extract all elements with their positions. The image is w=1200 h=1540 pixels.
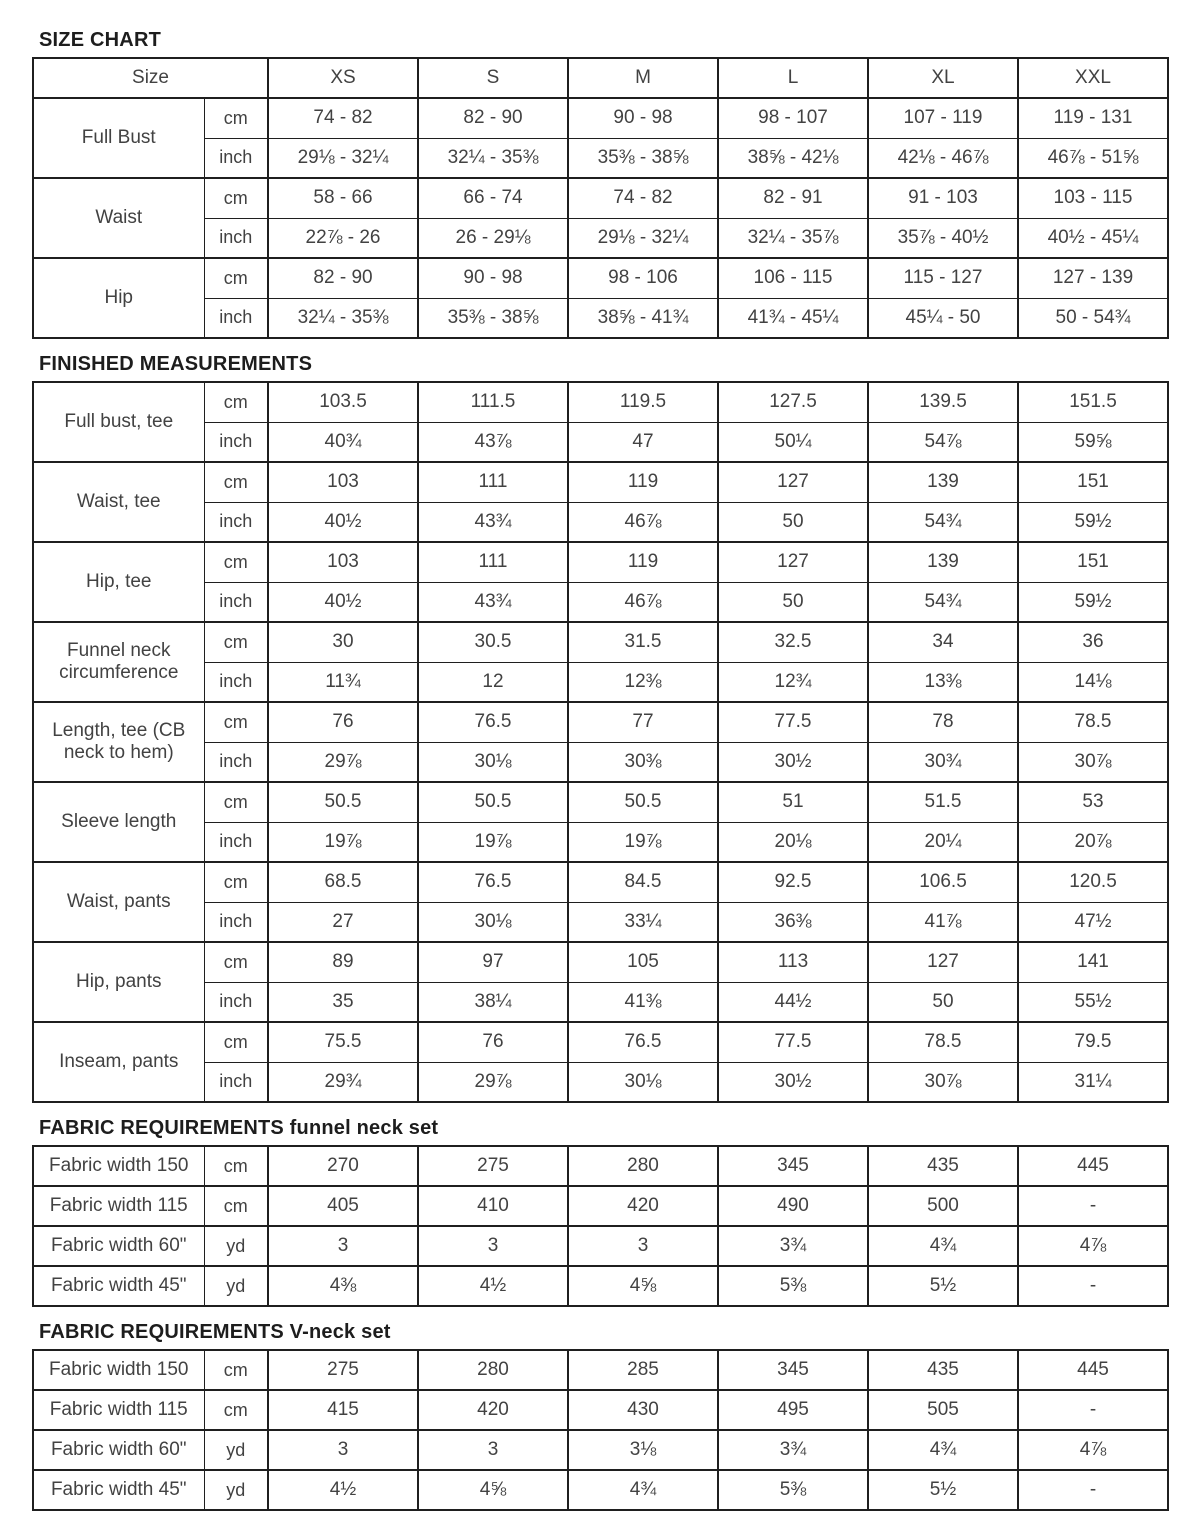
value-cell: 5½	[868, 1266, 1018, 1306]
value-cell: 3	[568, 1226, 718, 1266]
row-label-cell: Fabric width 60"	[33, 1430, 204, 1470]
value-cell: 36⅜	[718, 902, 868, 942]
value-cell: 78.5	[868, 1022, 1018, 1062]
value-cell: 59½	[1018, 582, 1168, 622]
value-cell: 34	[868, 622, 1018, 662]
value-cell: 30⅛	[418, 742, 568, 782]
value-cell: 20¼	[868, 822, 1018, 862]
unit-cell: cm	[204, 1146, 268, 1186]
table-row	[33, 298, 1168, 338]
value-cell: 41⅞	[868, 902, 1018, 942]
value-cell: 41⅜	[568, 982, 718, 1022]
value-cell: 77	[568, 702, 718, 742]
value-cell: 30⅞	[868, 1062, 1018, 1102]
table-row	[33, 662, 1168, 702]
table-row	[33, 98, 1168, 138]
row-label-cell: Fabric width 45"	[33, 1470, 204, 1510]
value-cell: 139	[868, 462, 1018, 502]
value-cell: -	[1018, 1266, 1168, 1306]
value-cell: 119 - 131	[1018, 98, 1168, 138]
value-cell: 3	[268, 1430, 418, 1470]
value-cell: 46⅞	[568, 502, 718, 542]
value-cell: 490	[718, 1186, 868, 1226]
unit-cell: inch	[204, 822, 268, 862]
value-cell: 13⅜	[868, 662, 1018, 702]
column-header-cell-l: L	[718, 58, 868, 98]
value-cell: 76	[268, 702, 418, 742]
value-cell: 30.5	[418, 622, 568, 662]
value-cell: 4¾	[868, 1226, 1018, 1266]
unit-cell: inch	[204, 742, 268, 782]
unit-cell: cm	[204, 462, 268, 502]
value-cell: 42⅛ - 46⅞	[868, 138, 1018, 178]
table-row	[33, 1470, 1168, 1510]
value-cell: 103	[268, 462, 418, 502]
value-cell: 50	[718, 582, 868, 622]
value-cell: 103	[268, 542, 418, 582]
value-cell: 32¼ - 35⅞	[718, 218, 868, 258]
value-cell: 345	[718, 1146, 868, 1186]
unit-cell: cm	[204, 1186, 268, 1226]
value-cell: 68.5	[268, 862, 418, 902]
table-row	[33, 178, 1168, 218]
value-cell: 51	[718, 782, 868, 822]
value-cell: 54¾	[868, 582, 1018, 622]
column-header-cell-xxl: XXL	[1018, 58, 1168, 98]
value-cell: 113	[718, 942, 868, 982]
value-cell: 106 - 115	[718, 258, 868, 298]
unit-cell: inch	[204, 298, 268, 338]
value-cell: 405	[268, 1186, 418, 1226]
unit-cell: cm	[204, 1022, 268, 1062]
row-label-cell: Fabric width 60"	[33, 1226, 204, 1266]
value-cell: 3⅛	[568, 1430, 718, 1470]
unit-cell: inch	[204, 1062, 268, 1102]
value-cell: 29⅞	[418, 1062, 568, 1102]
row-label-cell: Fabric width 45"	[33, 1266, 204, 1306]
value-cell: 97	[418, 942, 568, 982]
value-cell: 435	[868, 1146, 1018, 1186]
unit-cell: cm	[204, 942, 268, 982]
size-header-row	[33, 58, 1168, 98]
table-row	[33, 138, 1168, 178]
value-cell: 47	[568, 422, 718, 462]
value-cell: 50 - 54¾	[1018, 298, 1168, 338]
value-cell: 38⅝ - 42⅛	[718, 138, 868, 178]
value-cell: 22⅞ - 26	[268, 218, 418, 258]
unit-cell: cm	[204, 98, 268, 138]
value-cell: 19⅞	[568, 822, 718, 862]
value-cell: 82 - 90	[418, 98, 568, 138]
table-row	[33, 502, 1168, 542]
unit-cell: cm	[204, 1390, 268, 1430]
table-row	[33, 1430, 1168, 1470]
value-cell: 12	[418, 662, 568, 702]
value-cell: 46⅞ - 51⅝	[1018, 138, 1168, 178]
table-row	[33, 942, 1168, 982]
table-row	[33, 822, 1168, 862]
value-cell: 505	[868, 1390, 1018, 1430]
table-row	[33, 1146, 1168, 1186]
value-cell: 32¼ - 35⅜	[418, 138, 568, 178]
value-cell: 54⅞	[868, 422, 1018, 462]
unit-cell: cm	[204, 782, 268, 822]
value-cell: 50	[718, 502, 868, 542]
table-row	[33, 862, 1168, 902]
table-row	[33, 582, 1168, 622]
fabric-requirements-funnel-title: FABRIC REQUIREMENTS funnel neck set	[39, 1117, 439, 1139]
value-cell: 12¾	[718, 662, 868, 702]
value-cell: 127.5	[718, 382, 868, 422]
table-row	[33, 902, 1168, 942]
table-row	[33, 742, 1168, 782]
value-cell: 43¾	[418, 502, 568, 542]
value-cell: 30½	[718, 1062, 868, 1102]
value-cell: 35	[268, 982, 418, 1022]
value-cell: 3	[268, 1226, 418, 1266]
table-row	[33, 1022, 1168, 1062]
table-row	[33, 782, 1168, 822]
value-cell: 11¾	[268, 662, 418, 702]
value-cell: 420	[568, 1186, 718, 1226]
unit-cell: inch	[204, 582, 268, 622]
value-cell: 41¾ - 45¼	[718, 298, 868, 338]
column-header-cell-xl: XL	[868, 58, 1018, 98]
value-cell: 92.5	[718, 862, 868, 902]
table-row	[33, 218, 1168, 258]
value-cell: 91 - 103	[868, 178, 1018, 218]
value-cell: 19⅞	[268, 822, 418, 862]
finished-measurements-title: FINISHED MEASUREMENTS	[39, 353, 313, 375]
value-cell: 275	[268, 1350, 418, 1390]
column-header-cell-xs: XS	[268, 58, 418, 98]
table-row	[33, 382, 1168, 422]
value-cell: 20⅛	[718, 822, 868, 862]
value-cell: 29⅛ - 32¼	[268, 138, 418, 178]
unit-cell: cm	[204, 702, 268, 742]
value-cell: 30⅞	[1018, 742, 1168, 782]
value-cell: 151	[1018, 462, 1168, 502]
value-cell: -	[1018, 1470, 1168, 1510]
value-cell: 45¼ - 50	[868, 298, 1018, 338]
row-label-cell: Waist, pants	[33, 862, 204, 942]
value-cell: 115 - 127	[868, 258, 1018, 298]
value-cell: 40½	[268, 582, 418, 622]
value-cell: 5⅜	[718, 1470, 868, 1510]
row-label-cell: Fabric width 150	[33, 1350, 204, 1390]
value-cell: 76.5	[418, 702, 568, 742]
unit-cell: yd	[204, 1430, 268, 1470]
value-cell: 31¼	[1018, 1062, 1168, 1102]
size-chart-title: SIZE CHART	[39, 29, 161, 51]
row-label-cell: Full Bust	[33, 98, 204, 178]
value-cell: 59⅝	[1018, 422, 1168, 462]
value-cell: 44½	[718, 982, 868, 1022]
value-cell: 82 - 90	[268, 258, 418, 298]
value-cell: 50.5	[268, 782, 418, 822]
value-cell: 53	[1018, 782, 1168, 822]
value-cell: 4¾	[868, 1430, 1018, 1470]
unit-cell: cm	[204, 382, 268, 422]
value-cell: 4⅞	[1018, 1226, 1168, 1266]
value-cell: -	[1018, 1390, 1168, 1430]
value-cell: 98 - 106	[568, 258, 718, 298]
value-cell: 120.5	[1018, 862, 1168, 902]
value-cell: 280	[418, 1350, 568, 1390]
value-cell: 4½	[268, 1470, 418, 1510]
finished-measurements-section	[32, 353, 1169, 1103]
value-cell: 4⅜	[268, 1266, 418, 1306]
value-cell: 76.5	[568, 1022, 718, 1062]
table-row	[33, 1390, 1168, 1430]
table-row	[33, 1226, 1168, 1266]
value-cell: 30	[268, 622, 418, 662]
value-cell: 58 - 66	[268, 178, 418, 218]
value-cell: 35⅞ - 40½	[868, 218, 1018, 258]
value-cell: 50¼	[718, 422, 868, 462]
value-cell: 32¼ - 35⅜	[268, 298, 418, 338]
value-cell: 74 - 82	[268, 98, 418, 138]
size-header-cell: Size	[33, 58, 268, 98]
value-cell: 75.5	[268, 1022, 418, 1062]
value-cell: 50.5	[568, 782, 718, 822]
value-cell: 103 - 115	[1018, 178, 1168, 218]
table-row	[33, 462, 1168, 502]
row-label-cell: Full bust, tee	[33, 382, 204, 462]
value-cell: 38¼	[418, 982, 568, 1022]
unit-cell: inch	[204, 502, 268, 542]
value-cell: 4½	[418, 1266, 568, 1306]
value-cell: 127	[718, 542, 868, 582]
value-cell: 3	[418, 1430, 568, 1470]
value-cell: 50.5	[418, 782, 568, 822]
value-cell: 19⅞	[418, 822, 568, 862]
value-cell: 33¼	[568, 902, 718, 942]
column-header-cell-m: M	[568, 58, 718, 98]
value-cell: 29¾	[268, 1062, 418, 1102]
value-cell: 3	[418, 1226, 568, 1266]
row-label-cell: Hip, pants	[33, 942, 204, 1022]
value-cell: 40½ - 45¼	[1018, 218, 1168, 258]
table-row	[33, 1266, 1168, 1306]
unit-cell: cm	[204, 1350, 268, 1390]
value-cell: 4¾	[568, 1470, 718, 1510]
value-cell: 30¾	[868, 742, 1018, 782]
unit-cell: cm	[204, 622, 268, 662]
value-cell: 47½	[1018, 902, 1168, 942]
value-cell: 430	[568, 1390, 718, 1430]
value-cell: 35⅜ - 38⅝	[418, 298, 568, 338]
fabric-requirements-vneck-table	[32, 1349, 1169, 1511]
value-cell: 74 - 82	[568, 178, 718, 218]
column-header-cell-s: S	[418, 58, 568, 98]
value-cell: 27	[268, 902, 418, 942]
row-label-cell: Waist, tee	[33, 462, 204, 542]
value-cell: 30⅜	[568, 742, 718, 782]
table-row	[33, 422, 1168, 462]
value-cell: 119	[568, 462, 718, 502]
size-chart-section	[32, 29, 1169, 339]
row-label-cell: Fabric width 115	[33, 1390, 204, 1430]
value-cell: 495	[718, 1390, 868, 1430]
unit-cell: yd	[204, 1470, 268, 1510]
value-cell: 280	[568, 1146, 718, 1186]
value-cell: 43¾	[418, 582, 568, 622]
value-cell: 111	[418, 462, 568, 502]
value-cell: 119	[568, 542, 718, 582]
unit-cell: yd	[204, 1226, 268, 1266]
value-cell: 46⅞	[568, 582, 718, 622]
value-cell: 30⅛	[568, 1062, 718, 1102]
value-cell: 103.5	[268, 382, 418, 422]
value-cell: 82 - 91	[718, 178, 868, 218]
unit-cell: inch	[204, 662, 268, 702]
unit-cell: cm	[204, 862, 268, 902]
value-cell: 84.5	[568, 862, 718, 902]
unit-cell: cm	[204, 178, 268, 218]
row-label-cell: Fabric width 150	[33, 1146, 204, 1186]
table-row	[33, 1186, 1168, 1226]
value-cell: 127	[718, 462, 868, 502]
value-cell: 139	[868, 542, 1018, 582]
value-cell: 111.5	[418, 382, 568, 422]
value-cell: 36	[1018, 622, 1168, 662]
table-row	[33, 982, 1168, 1022]
value-cell: 35⅜ - 38⅝	[568, 138, 718, 178]
table-row	[33, 1350, 1168, 1390]
unit-cell: cm	[204, 542, 268, 582]
value-cell: 76.5	[418, 862, 568, 902]
value-cell: 3¾	[718, 1226, 868, 1266]
value-cell: 127	[868, 942, 1018, 982]
value-cell: 5½	[868, 1470, 1018, 1510]
unit-cell: inch	[204, 422, 268, 462]
value-cell: 345	[718, 1350, 868, 1390]
value-cell: 5⅜	[718, 1266, 868, 1306]
unit-cell: cm	[204, 258, 268, 298]
value-cell: 59½	[1018, 502, 1168, 542]
value-cell: 31.5	[568, 622, 718, 662]
value-cell: 51.5	[868, 782, 1018, 822]
value-cell: 66 - 74	[418, 178, 568, 218]
value-cell: 139.5	[868, 382, 1018, 422]
value-cell: 98 - 107	[718, 98, 868, 138]
row-label-cell: Hip	[33, 258, 204, 338]
value-cell: 119.5	[568, 382, 718, 422]
value-cell: 420	[418, 1390, 568, 1430]
value-cell: 38⅝ - 41¾	[568, 298, 718, 338]
value-cell: 500	[868, 1186, 1018, 1226]
value-cell: 40¾	[268, 422, 418, 462]
value-cell: 415	[268, 1390, 418, 1430]
row-label-cell: Hip, tee	[33, 542, 204, 622]
value-cell: 30⅛	[418, 902, 568, 942]
value-cell: 410	[418, 1186, 568, 1226]
value-cell: 151	[1018, 542, 1168, 582]
table-row	[33, 542, 1168, 582]
fabric-requirements-vneck-title: FABRIC REQUIREMENTS V-neck set	[39, 1321, 391, 1343]
value-cell: 3¾	[718, 1430, 868, 1470]
table-row	[33, 1062, 1168, 1102]
value-cell: 90 - 98	[568, 98, 718, 138]
value-cell: 4⅝	[418, 1470, 568, 1510]
value-cell: 141	[1018, 942, 1168, 982]
value-cell: 78	[868, 702, 1018, 742]
unit-cell: inch	[204, 218, 268, 258]
table-row	[33, 258, 1168, 298]
row-label-cell: Funnel neck circumference	[33, 622, 204, 702]
value-cell: 55½	[1018, 982, 1168, 1022]
value-cell: 14⅛	[1018, 662, 1168, 702]
value-cell: 127 - 139	[1018, 258, 1168, 298]
value-cell: 4⅞	[1018, 1430, 1168, 1470]
fabric-requirements-funnel-section	[32, 1117, 1169, 1307]
value-cell: 89	[268, 942, 418, 982]
value-cell: 106.5	[868, 862, 1018, 902]
table-row	[33, 702, 1168, 742]
value-cell: 30½	[718, 742, 868, 782]
value-cell: 435	[868, 1350, 1018, 1390]
value-cell: 76	[418, 1022, 568, 1062]
value-cell: 270	[268, 1146, 418, 1186]
unit-cell: inch	[204, 982, 268, 1022]
value-cell: 78.5	[1018, 702, 1168, 742]
row-label-cell: Length, tee (CB neck to hem)	[33, 702, 204, 782]
value-cell: 151.5	[1018, 382, 1168, 422]
unit-cell: inch	[204, 138, 268, 178]
value-cell: 32.5	[718, 622, 868, 662]
finished-measurements-table	[32, 381, 1169, 1103]
unit-cell: yd	[204, 1266, 268, 1306]
value-cell: 50	[868, 982, 1018, 1022]
value-cell: 79.5	[1018, 1022, 1168, 1062]
value-cell: 54¾	[868, 502, 1018, 542]
value-cell: 29⅞	[268, 742, 418, 782]
value-cell: 12⅜	[568, 662, 718, 702]
value-cell: 445	[1018, 1146, 1168, 1186]
value-cell: 43⅞	[418, 422, 568, 462]
value-cell: 445	[1018, 1350, 1168, 1390]
value-cell: -	[1018, 1186, 1168, 1226]
row-label-cell: Sleeve length	[33, 782, 204, 862]
row-label-cell: Inseam, pants	[33, 1022, 204, 1102]
value-cell: 40½	[268, 502, 418, 542]
value-cell: 26 - 29⅛	[418, 218, 568, 258]
row-label-cell: Fabric width 115	[33, 1186, 204, 1226]
value-cell: 90 - 98	[418, 258, 568, 298]
value-cell: 4⅝	[568, 1266, 718, 1306]
fabric-requirements-funnel-table	[32, 1145, 1169, 1307]
value-cell: 77.5	[718, 1022, 868, 1062]
value-cell: 111	[418, 542, 568, 582]
value-cell: 285	[568, 1350, 718, 1390]
fabric-requirements-vneck-section	[32, 1321, 1169, 1511]
value-cell: 20⅞	[1018, 822, 1168, 862]
size-chart-table	[32, 57, 1169, 339]
row-label-cell: Waist	[33, 178, 204, 258]
unit-cell: inch	[204, 902, 268, 942]
value-cell: 29⅛ - 32¼	[568, 218, 718, 258]
value-cell: 275	[418, 1146, 568, 1186]
value-cell: 105	[568, 942, 718, 982]
value-cell: 107 - 119	[868, 98, 1018, 138]
table-row	[33, 622, 1168, 662]
value-cell: 77.5	[718, 702, 868, 742]
